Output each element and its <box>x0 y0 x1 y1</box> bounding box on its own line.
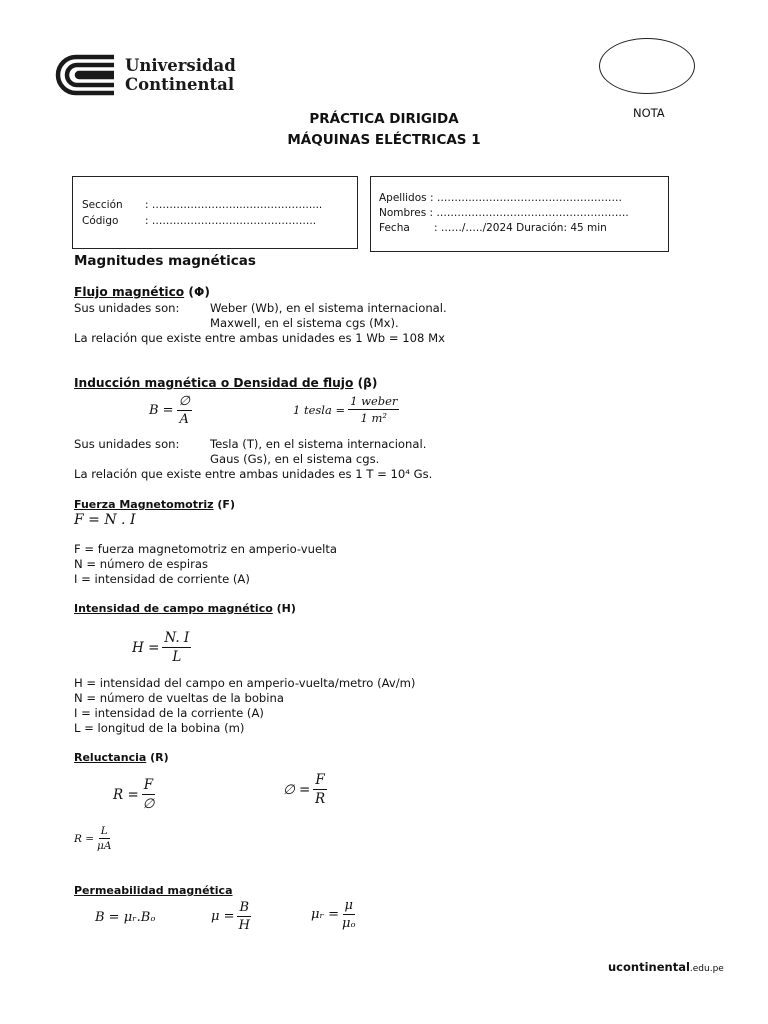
fuerza-symbol: (F) <box>217 498 235 511</box>
fuerza-formula: F = N . I <box>74 512 136 528</box>
seccion-label: Sección <box>82 199 123 211</box>
eq-lhs: R = <box>113 786 139 803</box>
eq-numerator: N. I <box>164 630 190 646</box>
eq-denominator: μA <box>97 840 112 852</box>
induccion-formula-1 <box>149 394 192 427</box>
flujo-heading-text: Flujo magnético <box>74 285 185 299</box>
eq-lhs: μᵣ = <box>311 907 339 922</box>
permeabilidad-formula-1: B = μᵣ.Bₒ <box>95 910 156 925</box>
intensidad-heading-text: Intensidad de campo magnético <box>74 602 273 615</box>
intensidad-def-1: H = intensidad del campo en amperio-vuelta/metro (Av/m) <box>74 676 416 690</box>
eq-denominator: ∅ <box>142 796 155 812</box>
codigo-field[interactable]: : ……………………………………….. <box>145 215 317 227</box>
grade-oval <box>599 38 695 94</box>
eq-denominator: 1 m² <box>360 411 388 425</box>
permeabilidad-heading <box>74 884 233 897</box>
university-logo <box>52 52 236 98</box>
logo-line1: Universidad <box>125 56 236 75</box>
flujo-units-label: Sus unidades son: <box>74 301 180 315</box>
logo-mark-icon <box>52 52 116 98</box>
induccion-heading-text: Inducción magnética o Densidad de flujo <box>74 376 354 390</box>
flujo-heading <box>74 285 210 299</box>
apellidos-field[interactable]: Apellidos : ………..…………………………………… <box>379 192 623 204</box>
seccion-field[interactable]: : ……………………..………………..... <box>145 199 323 211</box>
nota-label: NOTA <box>633 106 665 120</box>
induccion-unit-1: Tesla (T), en el sistema internacional. <box>210 437 427 451</box>
main-heading: Magnitudes magnéticas <box>74 253 256 269</box>
fuerza-def-2: N = número de espiras <box>74 557 209 571</box>
eq-denominator: A <box>179 412 189 427</box>
footer-brand-name: ucontinental <box>608 960 690 974</box>
permeabilidad-formula-2 <box>211 900 251 933</box>
induccion-relation: La relación que existe entre ambas unidades es 1 T = 10⁴ Gs. <box>74 467 433 481</box>
eq-denominator: L <box>172 649 182 665</box>
eq-numerator: F <box>143 777 154 793</box>
fuerza-def-3: I = intensidad de corriente (A) <box>74 572 250 586</box>
eq-numerator: ∅ <box>178 394 190 409</box>
eq-numerator: F <box>315 772 325 788</box>
eq-numerator: L <box>100 825 108 837</box>
fecha-field[interactable]: : ……/…../2024 Duración: 45 min <box>434 222 607 234</box>
reluctancia-heading-text: Reluctancia <box>74 751 147 764</box>
induccion-formula-2 <box>293 394 399 425</box>
eq-numerator: B <box>239 900 250 915</box>
eq-numerator: μ <box>344 898 353 913</box>
induccion-heading <box>74 376 377 390</box>
intensidad-def-3: I = intensidad de la corriente (A) <box>74 706 264 720</box>
title-line1: PRÁCTICA DIRIGIDA <box>309 111 459 127</box>
fuerza-def-1: F = fuerza magnetomotriz en amperio-vuelta <box>74 542 337 556</box>
intensidad-def-2: N = número de vueltas de la bobina <box>74 691 284 705</box>
flujo-relation: La relación que existe entre ambas unidades es 1 Wb = 108 Mx <box>74 331 445 345</box>
fuerza-heading-text: Fuerza Magnetomotriz <box>74 498 214 511</box>
flujo-unit-2: Maxwell, en el sistema cgs (Mx). <box>210 316 399 330</box>
fecha-label: Fecha <box>379 222 410 234</box>
reluctancia-formula-1 <box>113 777 155 812</box>
induccion-symbol: (β) <box>357 376 378 390</box>
eq-lhs: R = <box>74 832 95 845</box>
intensidad-def-4: L = longitud de la bobina (m) <box>74 721 245 735</box>
eq-numerator: 1 weber <box>350 394 398 408</box>
codigo-label: Código <box>82 215 119 227</box>
student-section-box <box>72 176 358 249</box>
fuerza-heading <box>74 498 235 511</box>
eq-lhs: B = <box>149 403 174 418</box>
intensidad-heading <box>74 602 296 615</box>
permeabilidad-formula-3 <box>311 898 355 931</box>
footer-brand-domain: .edu.pe <box>689 964 724 974</box>
eq-lhs: H = <box>132 639 160 656</box>
flujo-unit-1: Weber (Wb), en el sistema internacional. <box>210 301 447 315</box>
intensidad-formula <box>132 630 191 665</box>
eq-denominator: R <box>314 791 326 807</box>
eq-denominator: H <box>238 918 250 933</box>
footer-brand <box>608 956 724 975</box>
induccion-unit-2: Gaus (Gs), en el sistema cgs. <box>210 452 380 466</box>
eq-lhs: μ = <box>211 909 235 924</box>
student-info-box <box>370 176 669 252</box>
reluctancia-formula-3 <box>74 825 111 852</box>
intensidad-symbol: (H) <box>276 602 296 615</box>
induccion-units-label: Sus unidades son: <box>74 437 180 451</box>
reluctancia-heading <box>74 751 169 764</box>
eq-lhs: 1 tesla = <box>293 402 346 417</box>
nombres-field[interactable]: Nombres : ………………………………………………. <box>379 207 629 219</box>
reluctancia-formula-2 <box>283 772 327 807</box>
permeabilidad-heading-text: Permeabilidad magnética <box>74 884 233 897</box>
logo-line2: Continental <box>125 75 235 94</box>
eq-lhs: ∅ = <box>283 781 311 798</box>
reluctancia-symbol: (R) <box>150 751 169 764</box>
eq-denominator: μₒ <box>342 916 356 931</box>
title-line2: MÁQUINAS ELÉCTRICAS 1 <box>287 132 481 148</box>
flujo-symbol: (Φ) <box>188 285 210 299</box>
